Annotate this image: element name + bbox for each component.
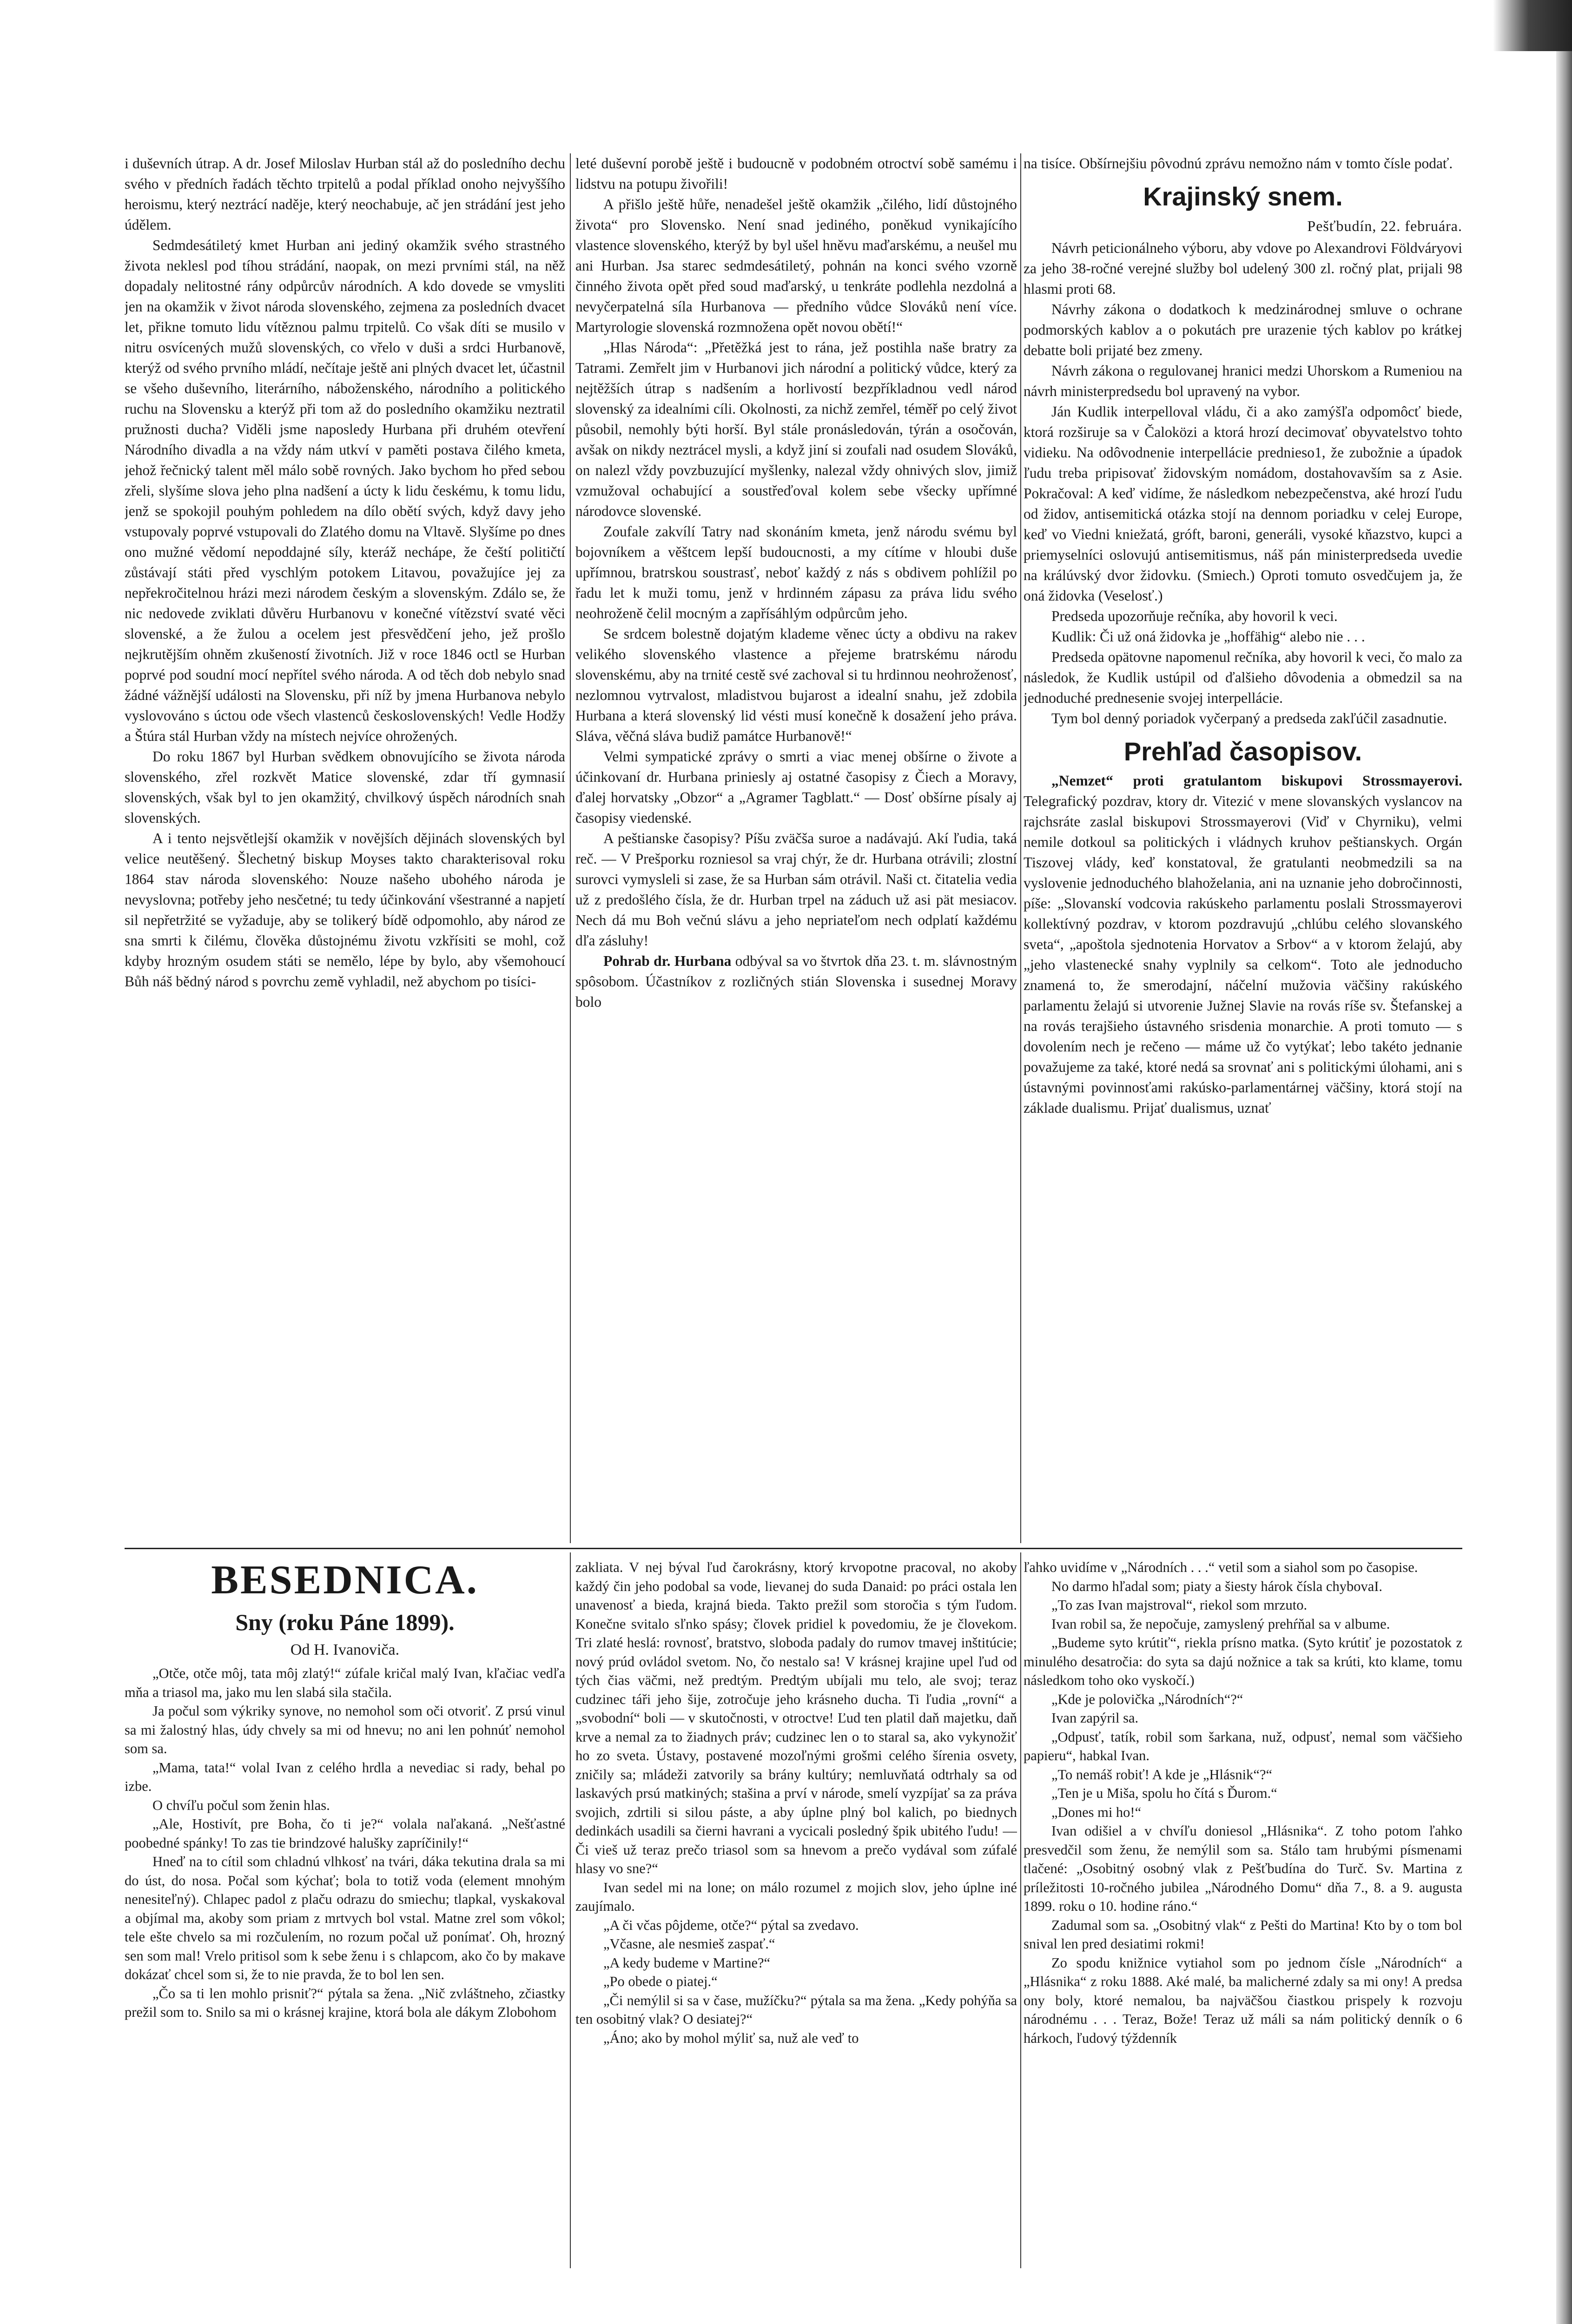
story-paragraph: „Kde je polovička „Národních“?“ [1051,1691,1243,1707]
story-paragraph: „Čo sa ti len mohlo prisniť?“ pýtala sa žena. „Nič zvláštneho, zčiastky prežil som to. Snilo sa mi o krásnej krajine, ktorá bola ale dákym Zlobohom [125,1985,565,2020]
story-paragraph: „Otče, otče môj, tata môj zlatý!“ zúfale kričal malý Ivan, kľačiac vedľa mňa a triasol ma, jako mu len slabá sila stačila. [125,1665,565,1700]
story-paragraph: „Budeme syto krútiť“, riekla prísno matka. (Syto krútiť je pozostatok z minulého desatročia: do syta sa dajú nožnice a tak sa krúti, kto klame, tomu následkom toho oko vyskočí.) [1024,1635,1462,1688]
story-paragraph: „Po obede o piatej.“ [603,1974,718,1989]
article-paragraph: Ján Kudlik interpelloval vládu, či a ako zamýšľa odpomôcť biede, ktorá rozširuje sa v Čaloközi a ktorá hrozí decimovať obyvatelstvo tohto vidieku. Na odôvodnenie interpellácie prednieso1, že zubožnie a úpadok ľudu treba pripisovať židovským nomádom, dostahovavším sa z Asie. Pokračoval: A keď vidíme, že následkom nebezpečenstva, aké hrozí ľudu od židov, antisemitická otázka stojí na dennom poriadku v celej Europe, keď vo Viedni kniežatá, gróft, baroni, generáli, vysoké kňazstvo, kupci a priemyselníci oslovujú antisemitismus, náš pán ministerpredseda uvedie na králúvský dvor židovku. (Smiech.) Oproti tomuto osvedčujem ja, že oná židovka (Veselosť.) [1024,403,1462,604]
column-2 [575,153,1017,1538]
article-paragraph: A i tento nejsvětlejší okamžik v novějších dějinách slovenských byl velice neutěšený. Šlechetný biskup Moyses takto charakterisoval roku 1864 stav národa slovenského: Nouze našeho ubohého národa je nevyslovna; potřeby jeho nesčetné; tu tedy účinkování všestranné a napjetí sil nepřetržité se vyžaduje, aby se tolikerý bídě odpomohlo, aby národ ze sna smrti k čilému, člověka důstojnému životu vzkřísiti se mohl, což kdyby hrozným osudem státi se nemělo, lépe by bylo, aby všemohoucí Bůh náš bědný národ s povrchu země vyhladil, než abychom po tisíci- [125,830,565,990]
story-paragraph: „Ten je u Miša, spolu ho čítá s Ďurom.“ [1051,1785,1277,1801]
scan-edge [1556,0,1572,2324]
story-paragraph: Zadumal som sa. „Osobitný vlak“ z Pešti do Martina! Kto by o tom bol snival len pred desiatimi rokmi! [1024,1917,1462,1952]
story-paragraph: „A či včas pôjdeme, otče?“ pýtal sa zvedavo. [603,1917,859,1933]
funeral-lead: Pohrab dr. Hurbana [603,953,732,969]
prehlad-lead: „Nemzet“ proti gratulantom biskupovi Strossmayerovi. [1051,772,1462,789]
story-paragraph: O chvíľu počul som ženin hlas. [152,1797,330,1813]
story-paragraph: Ivan sedel mi na lone; on málo rozumel z mojich slov, jeho úplne iné zaujímalo. [575,1879,1017,1914]
story-paragraph: „Dones mi ho!“ [1051,1804,1142,1820]
story-paragraph: „To nemáš robiť! A kde je „Hlásnik“?“ [1051,1766,1273,1783]
story-paragraph: „Áno; ako by mohol mýliť sa, nuž ale veď to [603,2030,859,2046]
column-rule-2 [1020,153,1021,1543]
prehlad-paragraph [1024,771,1462,1118]
article-paragraph: Zoufale zakvílí Tatry nad skonáním kmeta, jenž národu svému byl bojovníkem a věštcem lepší budoucnosti, a my cítíme v hloubi duše upřímnou, bratrskou soustrasť, neboť každý z nás s obdivem pohlížil po řadu let k muži tomu, jenž v hrdinném zápasu za práva lidu svého neohroženě čelil mocným a zapřísáhlým odpůrcům jeho. [575,523,1017,621]
story-paragraph: Ivan odišiel a v chvíľu doniesol „Hlásnika“. Z toho potom ľahko presvedčil som ženu, že nemýlil som sa. Stálo tam hrubými písmenami tlačené: „Osobitný osobný vlak z Pešťbudína do Turč. Sv. Martina z príležitosti 10-ročného jubilea „Národného Domu“ dňa 7., 8. a 9. augusta 1899. roku o 10. hodine ráno.“ [1024,1823,1462,1914]
funeral-paragraph [575,951,1017,1012]
column-3 [1024,153,1462,1538]
besednica-column-1 [125,1664,565,2324]
article-paragraph: Predseda upozorňuje rečníka, aby hovoril k veci. [1051,608,1338,624]
column-rule-1 [570,153,571,1543]
article-paragraph: na tisíce. Obšírnejšiu pôvodnú zprávu nemožno nám v tomto čísle podať. [1024,155,1453,172]
article-paragraph: A přišlo ještě hůře, nenadešel ještě okamžik „čilého, lidí důstojného života“ pro Slovensko. Není snad jediného, poněkud vynikajícího vlastence slovenského, kterýž by byl ušel hněvu maďarskému, a neušel mu ani Hurban. Jsa starec sedmdesátiletý, pohnán na konci svého vzorně činného života opět před soud maďarský, u tenkráte podlehla nezdolná a nevyčerpatelná síla Hurbanova — předního vůdce Slováků není více. Martyrologie slovenská rozmnožena opět novou obětí!“ [575,196,1017,335]
article-paragraph: Kudlik: Či už oná židovka je „hoffähig“ alebo nie . . . [1051,628,1365,645]
article-paragraph: Se srdcem bolestně dojatým klademe věnec úcty a obdivu na rakev velikého slovenského vlastence a přejeme bratrskému národu slovenskému, aby na trnité cestě své zachoval si tu hrdinnou neohroženosť, nezlomnou vytrvalost, mladistvou bujarost a idealní snahu, jež zdobila Hurbana a která slovenský lid vésti musí konečně k dosažení jeho práva. Sláva, věčná sláva budiž památce Hurbanově!“ [575,626,1017,744]
article-paragraph: Návrh peticionálneho výboru, aby vdove po Alexandrovi Földváryovi za jeho 38-ročné verejné služby bol udelený 300 zl. ročný plat, prijali 98 hlasmi proti 68. [1024,240,1462,297]
article-paragraph: leté duševní porobě ještě i budoucně v podobném otroctví sobě samému i lidstvu na potupu živořili! [575,155,1017,192]
story-paragraph: zakliata. V nej býval ľud čarokrásny, ktorý krvopotne pracoval, no akoby každý čin jeho podobal sa vode, lievanej do suda Danaid: po práci ostala len unavenosť a bieda, krajná bieda. Takto prežil som storočia s tým ľudom. Konečne svitalo sľnko spásy; človek pridiel k povedomiu, že je človekom. Tri zlaté heslá: rovnosť, bratstvo, sloboda padaly do rumov tmavej inštitúcie; nový prúd ovládol svetom. No, čo nestalo sa! V krásnej krajine upel ľud od tých čias väčmi, než predtým. Predtým ubíjali mu telo, ale svoj; teraz cudzinec táři jeho šije, zotročuje jeho krásneho ducha. Ti ľudia „rovní“ a „svobodní“ boli — v skutočnosti, v otroctve! Ľud ten platil daň majetku, daň krve a nemal za to žiadnych práv; cudzinec len o to staral sa, ako vykynožiť ho zo sveta. Ústavy, postavené mozoľnými grošmi celého šírenia osvety, zničily sa; mládeži zatvorily sa brány kultúry; nemluvňatá odtrhaly sa od laskavých prsú matkiných; stašina a prví v národe, smelí vyzpíjať sa za práva svojich, zdrtili si silou páste, a aby úplne plný bol kalich, po biednych dedinkách usadili sa čierni havrani a vycicali posledný špik ubitého ľudu! — Či vieš už teraz prečo triasol som sa hnevom a prečo vydával som zúfalé hlasy vo sne?“ [575,1559,1017,1876]
corner-mark [1493,0,1572,51]
article-paragraph: Velmi sympatické zprávy o smrti a viac menej obšírne o živote a účinkovaní dr. Hurbana priniesly aj ostatné časopisy z Čiech a Moravy, ďalej horvatsky „Obzor“ a „Agramer Tagblatt.“ — Dosť obšírne písaly aj časopisy viedenské. [575,748,1017,826]
besednica-column-3 [1024,1558,1462,2324]
article-paragraph: „Hlas Národa“: „Přetěžká jest to rána, jež postihla naše bratry za Tatrami. Zemřelt jim v Hurbanovi jich národní a politický vůdce, který za nejtěžších útrap s nadšením a horlivostí bezpříkladnou vedl národ slovenský za idealními cíli. Okolnosti, za nichž zemřel, téměř po celý život působil, nemohly býti horší. Byl stále pronásledován, týrán a osočován, avšak on nikdy neztrácel mysli, a když jiní si zoufali nad osudem Slováků, on nalezl vždy povzbuzující myšlenky, nalezal vždy ohnivých slov, jimiž vzmužoval ochabující a soustřeďoval kolem sebe všecky upřímné národovce slovenské. [575,339,1017,519]
article-paragraph: i duševních útrap. A dr. Josef Miloslav Hurban stál až do posledního dechu svého v předních řadách těchto trpitelů a podal příklad onoho nejvyššího heroismu, který neztrácí naděje, který neochabuje, ač jen strádání jest jeho údělem. [125,155,565,233]
story-paragraph: Hneď na to cítil som chladnú vlhkosť na tvári, dáka tekutina drala sa mi do úst, do nosa. Počal som kýchať; bola to totiž voda (element mnohým nenesiteľný). Chlapec padol z plaču odrazu do smiechu; tlapkal, vyskakoval a objímal ma, akoby som priam z mrtvych bol vstal. Matne zrel som vôkol; tele ešte chvelo sa mi rozčulením, no rozum počal už ponímať. Oh, hrozný sen som mal! Vrelo pritisol som k sebe ženu i s chlapcom, ako čo by makave dokázať chcel som si, že to nie pravda, že to bol len sen. [125,1854,565,1982]
article-paragraph: Tym bol denný poriadok vyčerpaný a predseda zakľúčil zasadnutie. [1051,710,1447,726]
story-paragraph: „To zas Ivan majstroval“, riekol som mrzuto. [1051,1597,1308,1613]
snem-heading: Krajinský snem. [1143,182,1343,211]
story-paragraph: „Či nemýlil si sa v čase, mužíčku?“ pýtala sa ma žena. „Kedy pohýňa sa ten osobitný vlak? O desiatej?“ [575,1992,1017,2027]
besednica-author: Od H. Ivanoviča. [290,1641,400,1658]
story-paragraph: No darmo hľadal som; piaty a šiesty hárok čísla chybovaI. [1051,1578,1383,1594]
story-paragraph: „Mama, tata!“ volal Ivan z celého hrdla a nevediac si rady, behal po izbe. [125,1759,565,1794]
feuilleton-rule [125,1548,1462,1549]
story-paragraph: ľahko uvidíme v „Národních . . .“ vetil som a siahol som po časopise. [1024,1559,1418,1575]
article-paragraph: Predseda opätovne napomenul rečníka, aby hovoril k veci, čo malo za následok, že Kudlik ustúpil od ďalšieho dôvodenia a obmedzil sa na jednoduché prednesenie svojej interpellácie. [1024,649,1462,706]
article-paragraph: A peštianske časopisy? Píšu zväčša suroe a nadávajú. Akí ľudia, taká reč. — V Prešporku rozniesol sa vraj chýr, že dr. Hurbana otrávili; zlostní surovci vymysleli si zase, že sa Hurban sám otrávil. Naši ct. čitatelia vedia už z predošlého čísla, že dr. Hurban trpel na záduch už asi pät mesiacov. Nech dá mu Boh večnú slávu a jeho nepriateľom nech odplatí každému dľa zásluhy! [575,830,1017,949]
besednica-title: BESEDNICA. [211,1558,479,1603]
feuilleton-column-rule-2 [1020,1552,1021,2268]
article-paragraph: Návrh zákona o regulovanej hranici medzi Uhorskom a Rumeniou na návrh ministerpredsedu bol upravený na vybor. [1024,363,1462,399]
prehlad-text: Telegrafický pozdrav, ktory dr. Vitezić v mene slovanských vyslancov na rajchsráte zaslal biskupovi Strossmayerovi (Viď v Chyrniku), velmi nemile dotkoul sa politických i vládnych kruhov peštianskych. Orgán Tiszovej vlády, keď konstatoval, že gratulanti neobmedzili sa na vyslovenie jednoduchého blahoželania, ani na uznanie jeho dobročinnosti, píše: „Slovanskí vodcovia rakúskeho parlamentu poslali Strossmayerovi kollektívný pozdrav, v ktorom pozdravujú „chlúbu celého slovanského sveta“, „apoštola sjednotenia Horvatov a Srbov“ a v ktorom želajú, aby „jeho vlastenecké snahy vyplnily sa celkom“. Toto ale jednoducho znamená to, že smerodajní, náčelní mužovia väčšiny rakúského parlamentu želajú si utvorenie Južnej Slavie na rovás ríše sv. Štefanskej a na rovás terajšieho ústavného srisdenia monarchie. A proti tomuto — s dovolením nech je rečeno — máme už čo vytýkať; lebo takéto jednanie považujeme za také, ktoré nedá sa srovnať ani s politickými úlohami, ani s ústavnými povinnosťami rakúsko-parlamentárnej väčšiny, ktorá stojí na základe dualismu. Prijať dualismus, uznať [1024,793,1462,1116]
story-paragraph: „Ale, Hostivít, pre Boha, čo ti je?“ volala naľakaná. „Nešťastné poobedné spánky! To zas tie brindzové halušky zapríčinily!“ [125,1816,565,1851]
story-paragraph: „Včasne, ale nesmieš zaspať.“ [603,1936,775,1952]
story-paragraph: „Odpusť, tatík, robil som šarkana, nuž, odpusť, nemal som väčšieho papieru“, habkal Ivan. [1024,1729,1462,1763]
story-paragraph: Ivan robil sa, že nepočuje, zamyslený prehŕňal sa v albume. [1051,1616,1390,1632]
prehlad-heading: Prehľad časopisov. [1123,737,1362,766]
feuilleton-column-rule-1 [570,1552,571,2268]
column-1 [125,153,565,1538]
article-paragraph: Sedmdesátiletý kmet Hurban ani jediný okamžik svého strastného života neklesl pod tíhou strádání, naopak, on mezi prvními stál, na něž dopadaly nelitostné rány odpůrcův národních. A kdo dovede se vmysliti jen na okamžik v život národa slovenského, zejmena za posledních dvacet let, přikne tomuto lidu vítěznou palmu trpitelů. Co však díti se musilo v nitru osvícených mužů slovenských, co vřelo v duši a srdci Hurbanově, kterýž od svého prvního mládí, nečítaje ještě ani plných dvacet let, účastnil se všeho duševního, literárního, náboženského, národního a politického ruchu na Slovensku a kterýž při tom až do posledního okamžiku neztratil pružnosti ducha? Viděli jsme naposledy Hurbana při druhém otevření Národního divadla a na vždy nám utkví v paměti postava čilého kmeta, jehož řečnický talent měl málo sobě rovných. Jako bychom ho před sebou zřeli, slyšíme slova jeho plna nadšení a úcty k lidu českému, k tomu lidu, jenž se spokojil pouhým pohledem na dílo obětí svých, když davy jeho vstupovaly poprvé vstupovali do Zlatého domu na Vltavě. Slyšíme po dnes ono mužné vědomí nepoddajné síly, kteráž nechápe, že čeští političtí zůstávají státi před vyschlým potokem Litavou, považujíce jej za nepřekročitelnou hrázi mezi národem českým a slovenským. Zdálo se, že nic nedovede zviklati důvěru Hurbanovu v konečné vítězství svaté věci slovenské, a že žulou a ocelem jest přesvědčení jeho, jež prošlo nejkrutějším ohněm zkušeností životních. Již v roce 1846 octl se Hurban poprvé pod soudní mocí nepřítel svého národa. A od těch dob nebylo snad žádné vážnější události na Slovensku, při níž by jmena Hurbanova nebylo vyslovováno s úctou ode všech vlastenců československých! Vedle Hodžy a Štúra stál Hurban vždy na místech nejvíce ohrožených. [125,237,565,744]
article-paragraph: Návrhy zákona o dodatkoch k medzinárodnej smluve o ochrane podmorských kablov a o pokutách pre urazenie tých kablov po krátkej debatte boli prijaté bez zmeny. [1024,301,1462,358]
besednica-subtitle: Sny (roku Páne 1899). [235,1609,455,1635]
besednica-column-2 [575,1558,1017,2324]
story-paragraph: Ja počul som výkriky synove, no nemohol som oči otvoriť. Z prsú vinul sa mi žalostný hlas, údy chvely sa mi od hnevu; no ani len pohnúť nemohol som sa. [125,1703,565,1756]
story-paragraph: „A kedy budeme v Martine?“ [603,1954,771,1971]
snem-dateline: Pešťbudín, 22. februára. [1307,218,1462,234]
story-paragraph: Zo spodu knižnice vytiahol som po jednom čísle „Národních“ a „Hlásnika“ z roku 1888. Aké malé, ba malicherné zdaly sa mi ony! A predsa ony boly, ktoré nemalou, ba najväčšou čiastkou prispely k rozvoju národnému . . . Teraz, Bože! Teraz už máli sa nám politický denník o 6 hárkoch, ľudový týždenník [1024,1954,1462,2046]
funeral-text: odbýval sa vo štvrtok dňa 23. t. m. slávnostným spôsobom. Účastníkov z rozličných stián Slovenska i susednej Moravy bolo [575,953,1017,1010]
article-paragraph: Do roku 1867 byl Hurban svědkem obnovujícího se života národa slovenského, zřel rozkvět Matice slovenské, zdar tří gymnasií slovenských, však byl to jen okamžitý, chvilkový úspěch národních snah slovenských. [125,748,565,826]
story-paragraph: Ivan zapýril sa. [1051,1710,1139,1726]
